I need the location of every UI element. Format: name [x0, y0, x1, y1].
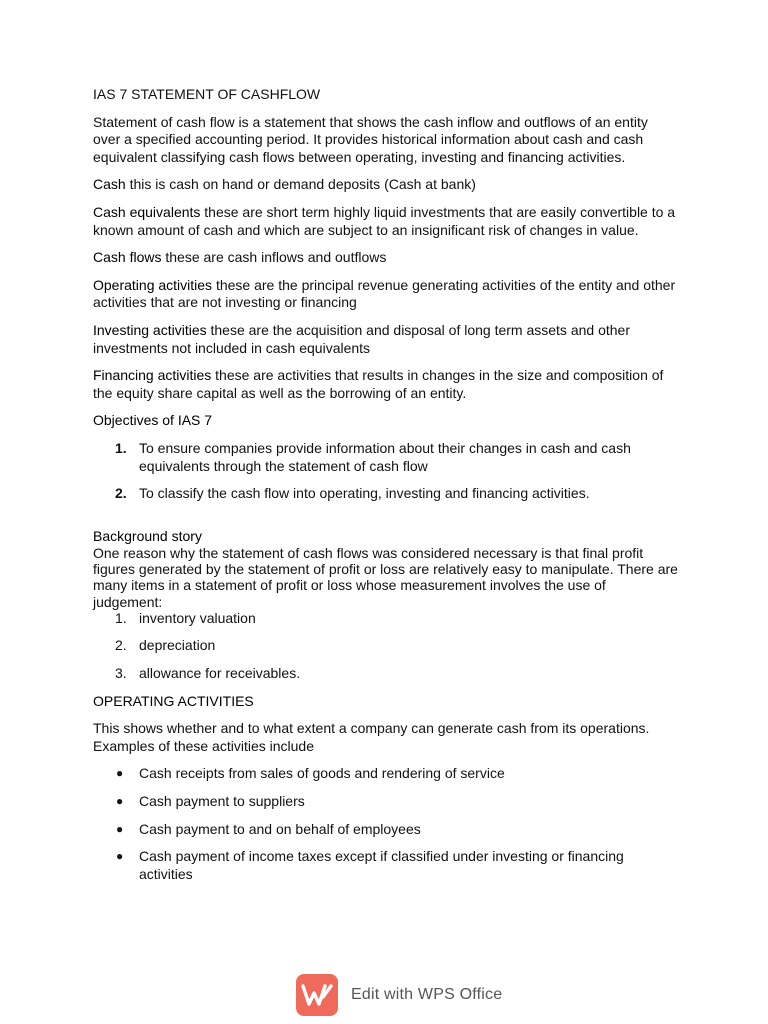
intro-paragraph: Statement of cash flow is a statement that shows the cash inflow and outflows of an entity over a specified accounting period. It provides historical information about cash and cash equivalent classifying cash flows between operating, investing and financing activities. — [93, 113, 648, 165]
list-text: allowance for receivables. — [139, 665, 301, 682]
bullet-icon: ● — [116, 794, 124, 809]
document-title: IAS 7 STATEMENT OF CASHFLOW — [93, 86, 321, 102]
definition-text: these are the principal revenue generating activities of the entity and other activities that are not investing or financing — [93, 276, 676, 311]
list-number: 2. — [115, 485, 127, 502]
judgement-list — [93, 610, 678, 683]
list-item — [93, 610, 678, 628]
list-item — [93, 793, 678, 811]
bullet-icon: ● — [116, 766, 124, 781]
list-item — [93, 665, 678, 683]
definition-term: Investing activities — [93, 321, 207, 338]
list-text: depreciation — [139, 637, 216, 654]
list-item — [93, 637, 678, 655]
bullet-icon: ● — [116, 821, 124, 836]
list-number: 3. — [115, 665, 127, 682]
definition-investing-activities — [93, 322, 678, 357]
definition-text: this is cash on hand or demand deposits (Cash at bank) — [125, 176, 476, 193]
list-item — [93, 485, 678, 503]
objectives-heading: Objectives of IAS 7 — [93, 412, 213, 429]
definition-text: these are the acquisition and disposal of long term assets and other investments not included in cash equivalents — [93, 321, 630, 356]
definition-text: these are cash inflows and outflows — [161, 249, 387, 266]
wps-w-icon — [301, 983, 333, 1007]
list-item — [93, 821, 678, 839]
list-text: To ensure companies provide information about their changes in cash and cash equivalents through the statement of cash flow — [139, 439, 631, 474]
list-item — [93, 440, 678, 475]
list-text: To classify the cash flow into operating, investing and financing activities. — [139, 485, 590, 502]
list-text: Cash payment to and on behalf of employees — [139, 820, 421, 837]
wps-edit-label: Edit with WPS Office — [351, 986, 503, 1003]
list-number: 1. — [115, 439, 127, 456]
definition-text: these are activities that results in changes in the size and composition of the equity share capital as well as the borrowing of an entity. — [93, 367, 664, 401]
objectives-list — [93, 440, 678, 503]
list-number: 2. — [115, 637, 127, 654]
definition-operating-activities — [93, 277, 678, 312]
definition-term: Cash flows — [93, 249, 162, 266]
list-number: 1. — [115, 609, 127, 626]
list-item — [93, 765, 678, 783]
definition-cash-flows — [93, 249, 678, 267]
background-heading: Background story — [93, 527, 202, 544]
definition-term: Cash — [93, 176, 126, 193]
definition-cash — [93, 176, 678, 194]
list-text: inventory valuation — [139, 609, 256, 626]
wps-logo-icon — [296, 974, 338, 1016]
list-text: Cash payment to suppliers — [139, 793, 305, 810]
list-text: Cash payment of income taxes except if classified under investing or financing activities — [139, 848, 624, 882]
definition-term: Operating activities — [93, 276, 213, 293]
definition-text: these are short term highly liquid investments that are easily convertible to a known amount of cash and which are subject to an insignificant risk of changes in value. — [93, 203, 676, 238]
wps-watermark[interactable] — [296, 974, 502, 1016]
list-item — [93, 848, 678, 883]
operating-heading: OPERATING ACTIVITIES — [93, 692, 254, 709]
definition-cash-equivalents — [93, 204, 678, 239]
operating-paragraph: This shows whether and to what extent a company can generate cash from its operations. Examples of these activities include — [93, 720, 650, 754]
bullet-icon: ● — [116, 849, 124, 864]
document-page — [93, 86, 678, 883]
definition-financing-activities — [93, 367, 678, 402]
definition-term: Financing activities — [93, 367, 212, 384]
definition-term: Cash equivalents — [93, 203, 201, 220]
list-text: Cash receipts from sales of goods and rendering of service — [139, 765, 505, 782]
operating-examples-list — [93, 765, 678, 883]
background-paragraph: One reason why the statement of cash flows was considered necessary is that final profit figures generated by the statement of profit or loss are relatively easy to manipulate. There are many items in a statement of profit or loss whose measurement involves the use of judgement: — [93, 544, 678, 610]
